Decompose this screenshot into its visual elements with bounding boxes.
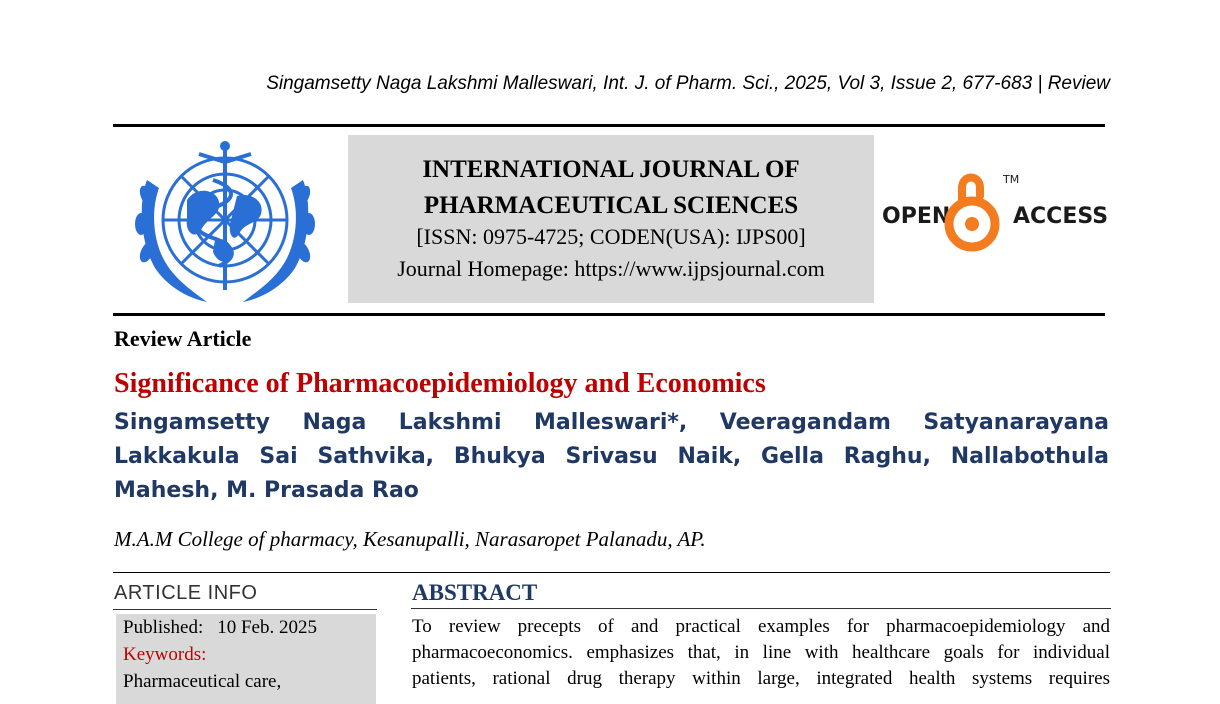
abstract-line: patients, rational drug therapy within large, integrated health systems requires <box>412 668 1110 689</box>
journal-name <box>348 152 874 224</box>
un-emblem-icon <box>127 140 323 306</box>
published-row <box>123 614 376 641</box>
author-list: Singamsetty Naga Lakshmi Malleswari*, Veeragandam Satyanarayana Lakkakula Sai Sathvika, Bhukya Srivasu Naik, Gella Raghu, Nallabothula Mahesh, M. Prasada Rao <box>114 410 1109 503</box>
journal-homepage[interactable]: Journal Homepage: https://www.ijpsjournal.com <box>397 256 825 281</box>
keywords-label: Keywords: <box>123 644 207 665</box>
abstract-line: pharmacoeconomics. emphasizes that, in line with healthcare goals for individual <box>412 642 1110 663</box>
running-header: Singamsetty Naga Lakshmi Malleswari, Int. J. of Pharm. Sci., 2025, Vol 3, Issue 2, 677-683 | Review <box>266 73 1110 94</box>
affiliation-rule <box>113 572 1110 573</box>
abstract-line: To review precepts of and practical examples for pharmacoepidemiology and <box>412 616 1110 637</box>
open-lock-icon <box>949 178 995 248</box>
article-type: Review Article <box>114 326 252 351</box>
abstract-text <box>412 614 1110 692</box>
article-title: Significance of Pharmacoepidemiology and Economics <box>114 368 766 399</box>
journal-name-line1: INTERNATIONAL JOURNAL OF <box>422 156 800 183</box>
abstract-rule <box>411 608 1111 609</box>
header-rule-bottom <box>113 313 1105 316</box>
article-info-rule <box>113 609 377 610</box>
published-value: 10 Feb. 2025 <box>217 617 317 638</box>
article-info-box <box>116 614 376 704</box>
keyword-item: Pharmaceutical care, <box>123 671 282 692</box>
journal-issn: [ISSN: 0975-4725; CODEN(USA): IJPS00] <box>416 224 806 249</box>
affiliation: M.A.M College of pharmacy, Kesanupalli, Narasaropet Palanadu, AP. <box>114 527 706 551</box>
journal-name-line2: PHARMACEUTICAL SCIENCES <box>423 192 799 219</box>
open-access-logo <box>880 166 1110 256</box>
abstract-heading: ABSTRACT <box>412 580 538 605</box>
published-label: Published: <box>123 617 204 638</box>
header-rule-top <box>113 124 1105 127</box>
article-info-heading: ARTICLE INFO <box>114 582 258 604</box>
trademark-mark: TM <box>1003 173 1020 186</box>
open-access-left-word: OPEN <box>882 204 951 229</box>
journal-info-box <box>348 135 874 303</box>
open-access-right-word: ACCESS <box>1013 204 1109 229</box>
